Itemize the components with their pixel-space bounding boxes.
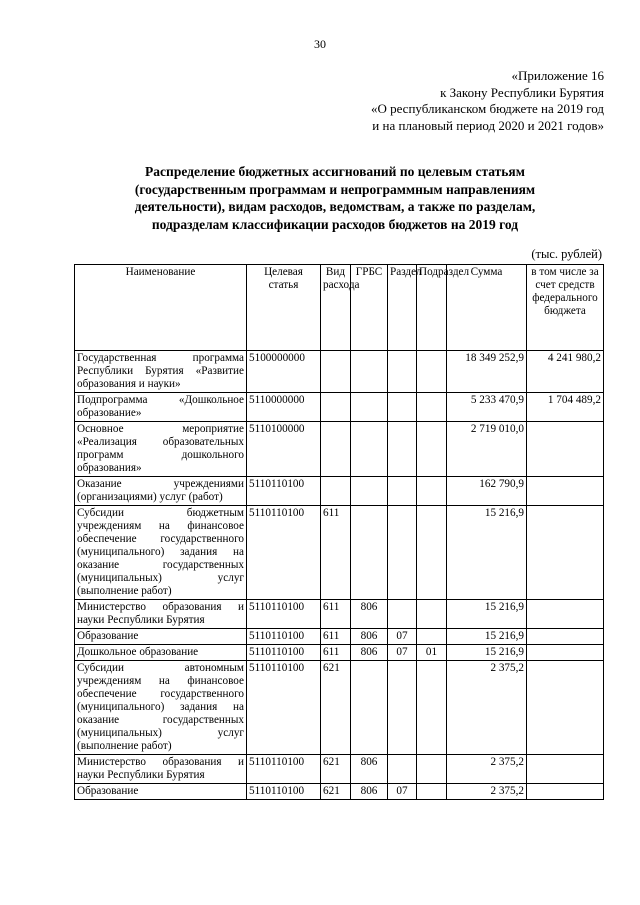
cell-podrazdel: 01 (417, 645, 447, 661)
cell-target: 5110110100 (247, 755, 321, 784)
cell-podrazdel (417, 393, 447, 422)
header-razdel: Раздел (388, 265, 417, 351)
cell-vid: 621 (321, 755, 351, 784)
cell-name: Образование (75, 629, 247, 645)
cell-grbs: 806 (351, 629, 388, 645)
header-fed: в том числе за счет средств федерального бюджета (527, 265, 604, 351)
table-row (75, 755, 604, 784)
cell-target: 5100000000 (247, 351, 321, 393)
cell-summa: 15 216,9 (447, 629, 527, 645)
cell-summa: 15 216,9 (447, 506, 527, 600)
cell-name: Основное мероприятие «Реализация образовательных программ дошкольного образования» (75, 422, 247, 477)
cell-grbs (351, 506, 388, 600)
cell-name: Субсидии автономным учреждениям на финансовое обеспечение государственного (муниципального) задания на оказание государственных (муниципальных) услуг (выполнение работ) (75, 661, 247, 755)
cell-target: 5110110100 (247, 661, 321, 755)
table-row (75, 422, 604, 477)
cell-vid (321, 351, 351, 393)
cell-name: Образование (75, 784, 247, 800)
title-line: Распределение бюджетных ассигнований по целевым статьям (145, 164, 525, 179)
cell-podrazdel (417, 351, 447, 393)
cell-razdel (388, 755, 417, 784)
cell-summa: 15 216,9 (447, 600, 527, 629)
appendix-header (371, 68, 604, 134)
table-row (75, 351, 604, 393)
cell-fed (527, 784, 604, 800)
table-row (75, 645, 604, 661)
units-label: (тыс. рублей) (531, 247, 602, 261)
cell-razdel (388, 506, 417, 600)
cell-target: 5110110100 (247, 506, 321, 600)
cell-target: 5110110100 (247, 600, 321, 629)
cell-name: Министерство образования и науки Республики Бурятия (75, 755, 247, 784)
table-row (75, 784, 604, 800)
header-target: Целевая статья (247, 265, 321, 351)
cell-name: Субсидии бюджетным учреждениям на финансовое обеспечение государственного (муниципального) задания на оказание государственных (муниципальных) услуг (выполнение работ) (75, 506, 247, 600)
cell-vid: 611 (321, 645, 351, 661)
cell-grbs: 806 (351, 784, 388, 800)
header-name: Наименование (75, 265, 247, 351)
cell-summa: 15 216,9 (447, 645, 527, 661)
cell-summa: 5 233 470,9 (447, 393, 527, 422)
cell-vid (321, 477, 351, 506)
cell-summa: 2 375,2 (447, 755, 527, 784)
cell-razdel: 07 (388, 784, 417, 800)
appendix-line: и на плановый период 2020 и 2021 годов» (372, 117, 604, 133)
cell-fed (527, 477, 604, 506)
table-row (75, 506, 604, 600)
cell-summa: 162 790,9 (447, 477, 527, 506)
cell-vid (321, 422, 351, 477)
cell-fed (527, 661, 604, 755)
header-podrazdel: Подраздел (417, 265, 447, 351)
cell-vid: 621 (321, 661, 351, 755)
cell-grbs: 806 (351, 600, 388, 629)
cell-name: Министерство образования и науки Республики Бурятия (75, 600, 247, 629)
table-row (75, 600, 604, 629)
table-row (75, 477, 604, 506)
cell-razdel (388, 477, 417, 506)
table-row (75, 629, 604, 645)
cell-vid: 611 (321, 629, 351, 645)
appendix-line: к Закону Республики Бурятия (440, 84, 604, 100)
cell-summa: 2 719 010,0 (447, 422, 527, 477)
cell-grbs (351, 661, 388, 755)
cell-grbs: 806 (351, 755, 388, 784)
title-line: деятельности), видам расходов, ведомствам, а также по разделам, (134, 199, 536, 214)
cell-summa: 2 375,2 (447, 661, 527, 755)
cell-vid: 611 (321, 506, 351, 600)
cell-razdel (388, 600, 417, 629)
page-number: 30 (314, 37, 326, 51)
table-header-row (75, 265, 604, 351)
cell-target: 5110110100 (247, 784, 321, 800)
cell-target: 5110110100 (247, 477, 321, 506)
cell-target: 5110100000 (247, 422, 321, 477)
title-line: (государственным программам и непрограммным направлениям (134, 181, 536, 197)
cell-podrazdel (417, 506, 447, 600)
cell-grbs (351, 351, 388, 393)
cell-razdel: 07 (388, 629, 417, 645)
cell-grbs: 806 (351, 645, 388, 661)
cell-name: Оказание учреждениями (организациями) услуг (работ) (75, 477, 247, 506)
cell-podrazdel (417, 600, 447, 629)
cell-podrazdel (417, 629, 447, 645)
cell-vid: 611 (321, 600, 351, 629)
cell-fed (527, 645, 604, 661)
cell-summa: 2 375,2 (447, 784, 527, 800)
cell-razdel (388, 661, 417, 755)
cell-fed (527, 600, 604, 629)
cell-vid (321, 393, 351, 422)
cell-grbs (351, 422, 388, 477)
cell-grbs (351, 393, 388, 422)
header-vid: Вид расхода (321, 265, 351, 351)
cell-razdel: 07 (388, 645, 417, 661)
title-line: подразделам классификации расходов бюджетов на 2019 год (151, 216, 519, 232)
cell-podrazdel (417, 422, 447, 477)
header-grbs: ГРБС (351, 265, 388, 351)
cell-name: Государственная программа Республики Бурятия «Развитие образования и науки» (75, 351, 247, 393)
table-row (75, 393, 604, 422)
cell-podrazdel (417, 784, 447, 800)
cell-grbs (351, 477, 388, 506)
cell-target: 5110000000 (247, 393, 321, 422)
cell-summa: 18 349 252,9 (447, 351, 527, 393)
appendix-line: «Приложение 16 (511, 68, 604, 83)
cell-target: 5110110100 (247, 645, 321, 661)
document-title (100, 163, 570, 233)
cell-fed: 4 241 980,2 (527, 351, 604, 393)
cell-razdel (388, 422, 417, 477)
cell-podrazdel (417, 755, 447, 784)
cell-fed: 1 704 489,2 (527, 393, 604, 422)
budget-table (74, 264, 604, 800)
header-summa: Сумма (447, 265, 527, 351)
cell-fed (527, 755, 604, 784)
table-row (75, 661, 604, 755)
cell-razdel (388, 393, 417, 422)
cell-name: Подпрограмма «Дошкольное образование» (75, 393, 247, 422)
cell-fed (527, 629, 604, 645)
cell-podrazdel (417, 661, 447, 755)
cell-target: 5110110100 (247, 629, 321, 645)
cell-fed (527, 506, 604, 600)
cell-razdel (388, 351, 417, 393)
cell-podrazdel (417, 477, 447, 506)
cell-fed (527, 422, 604, 477)
appendix-line: «О республиканском бюджете на 2019 год (370, 101, 604, 116)
cell-vid: 621 (321, 784, 351, 800)
cell-name: Дошкольное образование (75, 645, 247, 661)
